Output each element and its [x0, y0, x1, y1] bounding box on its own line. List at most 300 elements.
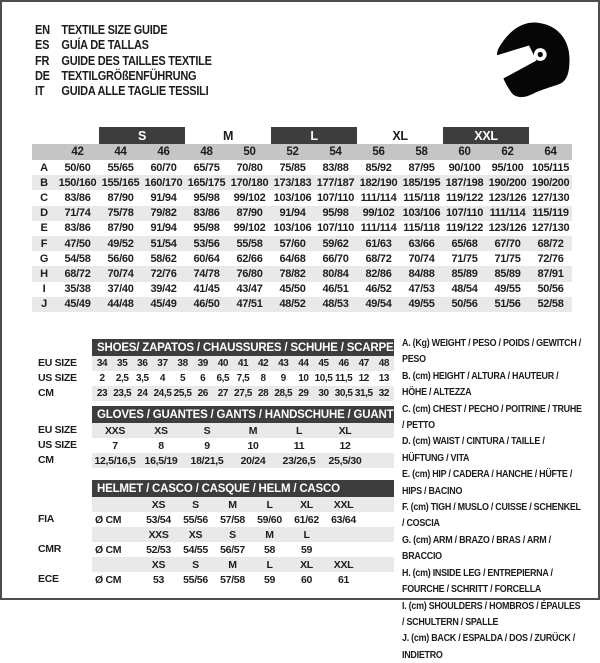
measure-value: 87/90 — [107, 222, 134, 235]
row-letter: C — [40, 191, 48, 204]
measure-value: 48/54 — [451, 283, 478, 296]
measure-value: 115/119 — [532, 207, 569, 220]
helmet-cmr-values-row-cell: 52/53 — [146, 543, 171, 556]
measure-value: 99/102 — [362, 207, 395, 220]
helmet-rows — [92, 497, 394, 587]
helmet-ece-sizes-row-cell: M — [228, 558, 237, 571]
gloves-sizes-row — [92, 423, 394, 438]
measure-value: 105/115 — [531, 161, 570, 174]
measure-value: 127/130 — [531, 222, 570, 235]
measure-value: 45/49 — [64, 298, 91, 311]
measure-value: 74/78 — [193, 267, 220, 280]
measure-value: 83/88 — [322, 161, 349, 174]
helmet-ece-sizes-row-cell: L — [266, 558, 273, 571]
measure-value: 65/68 — [451, 237, 478, 250]
row-letter: H — [40, 267, 48, 280]
measure-row-E — [32, 221, 572, 236]
lang-title: TEXTILE SIZE GUIDE — [61, 23, 168, 37]
measure-value: 190/200 — [488, 176, 527, 189]
helmet-ece-sizes-row-cell: S — [192, 558, 199, 571]
helmet-fia-sizes-row-cell: M — [228, 498, 237, 511]
measure-value: 95/98 — [193, 222, 220, 235]
shoes-cm-row-cell: 27 — [217, 388, 229, 399]
measure-value: 72/76 — [537, 252, 564, 265]
size-col-header: 42 — [71, 146, 84, 158]
shoes-us-row-cell: 10 — [298, 373, 309, 384]
row-letter: A — [40, 161, 48, 174]
measure-value: 103/106 — [402, 207, 441, 220]
helmet-ece-values-row-cell: 60 — [300, 573, 313, 586]
measure-value: 155/165 — [101, 176, 140, 189]
legend-item: E. (cm) HIP / CADERA / HANCHE / HÜFTE / HIPS / BACINO — [402, 468, 573, 497]
language-row — [35, 69, 281, 84]
measure-value: 91/94 — [150, 222, 177, 235]
shoes-us-row-cell: 7,5 — [236, 373, 250, 384]
measure-value: 54/58 — [64, 252, 91, 265]
measure-value: 99/102 — [233, 222, 266, 235]
helmet-ece-sizes-row-cell: XL — [300, 558, 313, 571]
shoes-cm-row-cell: 30 — [318, 388, 329, 399]
shoes-eu-row-cell: 37 — [157, 358, 168, 369]
lang-title: TEXTILGRÖßENFÜHRUNG — [61, 68, 197, 83]
helmet-cmr-label: CMR — [38, 543, 62, 555]
size-col-header: 46 — [157, 146, 170, 158]
measure-value: 55/65 — [107, 161, 134, 174]
measure-value: 119/122 — [445, 191, 484, 204]
measure-value: 87/91 — [537, 267, 564, 280]
helmet-cmr-sizes-row-cell: XS — [188, 528, 203, 541]
measure-value: 70/74 — [107, 267, 134, 280]
helmet-fia-values-row — [92, 512, 394, 527]
measure-value: 85/89 — [451, 267, 478, 280]
gloves-us-row-cell: 12 — [339, 439, 351, 452]
measure-value: 62/66 — [236, 252, 263, 265]
measure-value: 50/60 — [64, 161, 91, 174]
helmet-fia-values-row-cell: 59/60 — [257, 513, 282, 526]
measure-value: 107/110 — [316, 191, 355, 204]
measure-value: 58/62 — [150, 252, 177, 265]
measure-value: 63/66 — [408, 237, 435, 250]
helmet-fia-values-row-cell: 55/56 — [183, 513, 208, 526]
shoes-us-row-cell: 4 — [159, 373, 166, 384]
legend-item: I. (cm) SHOULDERS / HOMBROS / ÉPAULES / SCHULTERN / SPALLE — [402, 599, 581, 628]
shoes-us-row-cell: 2 — [99, 373, 105, 384]
textile-measure-rows — [32, 160, 572, 312]
gloves-sizes-row-cell: XL — [338, 424, 352, 437]
measure-value: 187/198 — [445, 176, 484, 189]
measure-value: 55/58 — [236, 237, 263, 250]
helmet-fia-values-row-cell: Ø CM — [95, 513, 122, 526]
measure-value: 70/80 — [236, 161, 263, 174]
gloves-sizes-row-cell: XS — [154, 424, 168, 437]
measure-value: 72/76 — [150, 267, 177, 280]
size-group-m: M — [222, 128, 234, 143]
size-group-xl: XL — [392, 128, 408, 143]
measure-value: 185/195 — [402, 176, 441, 189]
measure-value: 68/72 — [365, 252, 392, 265]
helmet-cmr-values-row-cell: 56/57 — [220, 543, 245, 556]
helmet-cmr-sizes-row — [92, 527, 394, 542]
measure-value: 46/51 — [322, 283, 349, 296]
measure-value: 91/94 — [150, 191, 177, 204]
shoes-size-table — [92, 339, 394, 401]
row-letter: I — [42, 283, 46, 296]
measure-value: 111/114 — [360, 222, 397, 235]
measure-value: 150/160 — [58, 176, 97, 189]
legend-item: F. (cm) TIGH / MUSLO / CUISSE / SCHENKEL / COSCIA — [402, 501, 581, 530]
measure-value: 87/95 — [408, 161, 435, 174]
size-col-header: 62 — [501, 146, 514, 158]
shoes-us-size-label: US SIZE — [38, 372, 77, 384]
size-col-header: 64 — [544, 146, 557, 158]
size-group-l: L — [271, 127, 357, 144]
helmet-cmr-sizes-row-cell: M — [265, 528, 274, 541]
measurement-legend — [402, 335, 582, 663]
shoes-cm-row-cell: 29 — [298, 388, 309, 399]
measure-value: 49/55 — [408, 298, 435, 311]
gloves-table-header: GLOVES / GUANTES / GANTS / HANDSCHUHE / GUANTI — [92, 406, 394, 423]
helmet-ece-label: ECE — [38, 573, 59, 585]
helmet-ece-values-row-cell: 59 — [263, 573, 276, 586]
measure-row-F — [32, 236, 572, 251]
shoes-cm-row-cell: 23,5 — [113, 388, 132, 399]
size-col-header: 58 — [415, 146, 428, 158]
measure-value: 115/118 — [403, 191, 440, 204]
measure-value: 111/114 — [489, 207, 526, 220]
measure-value: 51/56 — [494, 298, 521, 311]
helmet-cmr-values-row — [92, 542, 394, 557]
measure-value: 37/40 — [107, 283, 134, 296]
shoes-rows — [92, 356, 394, 401]
measure-row-I — [32, 282, 572, 297]
lang-title: GUÍA DE TALLAS — [61, 38, 149, 53]
measure-value: 115/118 — [403, 222, 440, 235]
lang-code: EN — [35, 23, 50, 37]
shoes-eu-row-cell: 35 — [117, 358, 128, 369]
helmet-ece-values-row-cell: 55/56 — [183, 573, 208, 586]
helmet-cmr-values-row-cell: 54/55 — [183, 543, 208, 556]
shoes-us-row-cell: 13 — [378, 373, 390, 384]
helmet-fia-sizes-row-cell: S — [192, 498, 199, 511]
language-row — [35, 84, 281, 99]
measure-value: 103/106 — [273, 222, 312, 235]
lang-title: GUIDA ALLE TAGLIE TESSILI — [61, 84, 209, 99]
shoes-cm-row-cell: 23 — [96, 388, 108, 399]
legend-item: C. (cm) CHEST / PECHO / POITRINE / TRUHE / PETTO — [402, 402, 582, 432]
shoes-cm-row-cell: 26 — [197, 388, 208, 399]
helmet-size-table — [92, 480, 394, 587]
gloves-cm-label: CM — [38, 454, 54, 466]
measure-value: 123/126 — [488, 222, 527, 235]
measure-value: 71/75 — [451, 252, 478, 265]
shoes-eu-row-cell: 43 — [278, 358, 289, 369]
shoes-us-row-cell: 10,5 — [314, 373, 333, 384]
measure-value: 85/89 — [494, 267, 521, 280]
measure-value: 127/130 — [531, 191, 570, 204]
measure-row-A — [32, 160, 572, 175]
helmet-cmr-values-row-cell: Ø CM — [95, 543, 122, 556]
size-col-header: 44 — [114, 146, 127, 158]
gloves-us-row-cell: 7 — [112, 439, 118, 452]
language-row — [35, 23, 281, 38]
measure-row-B — [32, 175, 572, 190]
measure-value: 123/126 — [488, 191, 527, 204]
language-row — [35, 54, 281, 69]
helmet-fia-label: FIA — [38, 513, 55, 525]
shoes-cm-row — [92, 386, 394, 401]
measure-value: 41/45 — [193, 283, 220, 296]
gloves-us-size-label: US SIZE — [38, 439, 77, 451]
measure-value: 50/56 — [451, 298, 478, 311]
shoes-cm-row-cell: 31,5 — [354, 388, 373, 399]
shoes-cm-row-cell: 32 — [378, 388, 390, 399]
shoes-eu-row-cell: 38 — [177, 358, 188, 369]
measure-value: 85/92 — [365, 161, 392, 174]
gloves-cm-row-cell: 20/24 — [240, 454, 266, 467]
shoes-eu-size-label: EU SIZE — [38, 357, 77, 369]
shoes-cm-label: CM — [38, 387, 54, 399]
gloves-sizes-row-cell: S — [203, 424, 211, 437]
measure-value: 46/50 — [193, 298, 220, 311]
size-col-header: 54 — [329, 146, 342, 158]
measure-value: 47/50 — [64, 237, 91, 250]
language-title-list — [35, 23, 281, 99]
measure-value: 83/86 — [193, 207, 220, 220]
legend-item: G. (cm) ARM / BRAZO / BRAS / ARM / BRACCIO — [402, 533, 551, 563]
measure-value: 48/52 — [279, 298, 306, 311]
shoes-eu-row-cell: 36 — [137, 358, 148, 369]
shoes-us-row-cell: 2,5 — [115, 373, 129, 384]
helmet-fia-sizes-row — [92, 497, 394, 512]
helmet-ece-values-row-cell: Ø CM — [95, 573, 122, 586]
helmet-cmr-values-row-cell: 58 — [263, 543, 276, 556]
gloves-eu-size-label: EU SIZE — [38, 424, 77, 436]
helmet-cmr-sizes-row-cell: S — [229, 528, 236, 541]
helmet-fia-values-row-cell: 53/54 — [146, 513, 171, 526]
shoes-us-row-cell: 12 — [358, 373, 369, 384]
measure-value: 82/86 — [365, 267, 392, 280]
measure-value: 99/102 — [233, 191, 266, 204]
lang-code: IT — [35, 84, 45, 99]
row-letter: E — [40, 222, 48, 235]
row-letter: J — [41, 298, 47, 311]
size-group-header-row — [32, 127, 572, 144]
gloves-us-row-cell: 9 — [204, 439, 210, 452]
gloves-us-row-cell: 11 — [293, 439, 305, 452]
measure-value: 56/60 — [107, 252, 134, 265]
helmet-ece-values-row-cell: 57/58 — [220, 573, 245, 586]
measure-value: 87/90 — [236, 207, 263, 220]
measure-value: 80/84 — [322, 267, 349, 280]
helmet-table-header: HELMET / CASCO / CASQUE / HELM / CASCO — [92, 480, 394, 497]
measure-value: 49/55 — [494, 283, 521, 296]
shoes-cm-row-cell: 24 — [137, 388, 148, 399]
helmet-fia-sizes-row-cell: XS — [151, 498, 166, 511]
legend-item: B. (cm) HEIGHT / ALTURA / HAUTEUR / HÖHE / ALTEZZA — [402, 369, 559, 399]
measure-value: 95/98 — [193, 191, 220, 204]
measure-value: 75/78 — [107, 207, 134, 220]
helmet-ece-sizes-row — [92, 557, 394, 572]
measure-value: 47/51 — [236, 298, 263, 311]
helmet-fia-sizes-row-cell: XL — [300, 498, 313, 511]
lang-title: GUIDE DES TAILLES TEXTILE — [61, 53, 212, 68]
measure-value: 45/49 — [150, 298, 177, 311]
helmet-fia-values-row-cell: 61/62 — [294, 513, 319, 526]
measure-value: 170/180 — [230, 176, 269, 189]
shoes-cm-row-cell: 28,5 — [274, 388, 293, 399]
measure-value: 51/54 — [150, 237, 177, 250]
measure-value: 39/42 — [150, 283, 177, 296]
helmet-ece-values-row-cell: 53 — [152, 573, 165, 586]
shoes-eu-row-cell: 42 — [257, 358, 269, 369]
measure-value: 119/122 — [445, 222, 484, 235]
measure-value: 165/175 — [187, 176, 226, 189]
measure-row-H — [32, 266, 572, 281]
gloves-sizes-row-cell: M — [248, 424, 258, 437]
size-col-header: 56 — [372, 146, 385, 158]
helmet-fia-sizes-row-cell: XXL — [333, 498, 354, 511]
measure-value: 66/70 — [322, 252, 349, 265]
measure-value: 45/50 — [279, 283, 306, 296]
measure-value: 35/38 — [64, 283, 91, 296]
shoes-eu-row-cell: 40 — [217, 358, 229, 369]
measure-value: 190/200 — [531, 176, 570, 189]
shoes-eu-row-cell: 39 — [197, 358, 208, 369]
shoes-eu-row-cell: 48 — [378, 358, 390, 369]
measure-value: 90/100 — [448, 161, 481, 174]
gloves-cm-row-cell: 18/21,5 — [190, 454, 224, 467]
measure-value: 60/64 — [193, 252, 220, 265]
row-letter: D — [40, 207, 48, 220]
measure-value: 75/85 — [279, 161, 306, 174]
lang-code: DE — [35, 68, 50, 83]
helmet-cmr-sizes-row-cell: XXS — [148, 528, 169, 541]
shoes-cm-row-cell: 25,5 — [173, 388, 192, 399]
measure-value: 83/86 — [64, 191, 91, 204]
measure-value: 68/72 — [64, 267, 91, 280]
measure-value: 84/88 — [408, 267, 435, 280]
measure-value: 71/75 — [494, 252, 521, 265]
measure-value: 61/63 — [365, 237, 392, 250]
measure-value: 65/75 — [193, 161, 220, 174]
shoes-eu-row-cell: 34 — [96, 358, 108, 369]
shoes-us-row-cell: 6,5 — [216, 373, 230, 384]
gloves-size-table — [92, 406, 397, 468]
gloves-cm-row-cell: 12,5/16,5 — [94, 454, 136, 467]
measure-value: 91/94 — [279, 207, 306, 220]
measure-value: 70/74 — [408, 252, 435, 265]
row-letter: F — [40, 237, 48, 250]
shoes-us-row-cell: 9 — [280, 373, 286, 384]
size-col-header: 48 — [200, 146, 213, 158]
shoes-eu-row-cell: 45 — [318, 358, 329, 369]
shoes-us-row — [92, 371, 394, 386]
measure-value: 71/74 — [64, 207, 91, 220]
measure-value: 160/170 — [144, 176, 183, 189]
shoes-us-row-cell: 8 — [260, 373, 266, 384]
gloves-cm-row — [92, 453, 394, 468]
shoes-eu-row-cell: 46 — [338, 358, 349, 369]
shoes-cm-row-cell: 27,5 — [234, 388, 252, 399]
measure-value: 49/52 — [107, 237, 134, 250]
textile-size-table — [32, 127, 572, 312]
measure-value: 103/106 — [273, 191, 312, 204]
gloves-sizes-row-cell: XXS — [104, 424, 126, 437]
gloves-cm-row-cell: 23/26,5 — [282, 454, 316, 467]
shoes-cm-row-cell: 28 — [257, 388, 269, 399]
measure-value: 53/56 — [193, 237, 220, 250]
shoes-us-row-cell: 3,5 — [135, 373, 149, 384]
lang-code: FR — [35, 53, 50, 68]
measure-value: 67/70 — [494, 237, 521, 250]
shoes-us-row-cell: 11,5 — [335, 373, 353, 384]
size-number-row — [32, 144, 572, 160]
gloves-rows — [92, 423, 394, 468]
measure-value: 43/47 — [236, 283, 263, 296]
measure-value: 177/187 — [316, 176, 355, 189]
measure-value: 49/54 — [365, 298, 392, 311]
measure-value: 182/190 — [359, 176, 398, 189]
helmet-fia-sizes-row-cell: L — [266, 498, 273, 511]
shoes-eu-row-cell: 47 — [358, 358, 369, 369]
measure-value: 60/70 — [150, 161, 177, 174]
shoes-cm-row-cell: 30,5 — [334, 388, 353, 399]
measure-value: 76/80 — [236, 267, 263, 280]
language-row — [35, 38, 281, 53]
measure-value: 48/53 — [322, 298, 349, 311]
measure-value: 107/110 — [445, 207, 484, 220]
measure-value: 64/68 — [279, 252, 306, 265]
size-col-header: 60 — [458, 146, 471, 158]
row-letter: G — [39, 252, 49, 265]
helmet-cmr-sizes-row-cell: L — [303, 528, 310, 541]
size-col-header: 50 — [243, 146, 256, 158]
gloves-us-row-cell: 10 — [247, 439, 259, 452]
helmet-cmr-values-row-cell: 59 — [300, 543, 313, 556]
helmet-ece-values-row-cell: 61 — [337, 573, 350, 586]
shoes-eu-row-cell: 44 — [298, 358, 309, 369]
measure-value: 173/183 — [273, 176, 312, 189]
gloves-sizes-row-cell: L — [295, 424, 303, 437]
helmet-ece-sizes-row-cell: XS — [151, 558, 166, 571]
legend-item: J. (cm) BACK / ESPALDA / DOS / ZURÜCK / INDIETRO — [402, 632, 576, 661]
racing-helmet-icon — [484, 15, 574, 109]
helmet-fia-values-row-cell: 57/58 — [220, 513, 245, 526]
shoes-eu-row — [92, 356, 394, 371]
gloves-cm-row-cell: 25,5/30 — [328, 454, 362, 467]
shoes-cm-row-cell: 24,5 — [153, 388, 172, 399]
shoes-eu-row-cell: 41 — [237, 358, 249, 369]
measure-value: 59/62 — [322, 237, 349, 250]
measure-row-G — [32, 251, 572, 266]
legend-item: A. (Kg) WEIGHT / PESO / POIDS / GEWITCH / PESO — [402, 337, 581, 366]
gloves-cm-row-cell: 16,5/19 — [144, 454, 178, 467]
shoes-us-row-cell: 6 — [200, 373, 206, 384]
lang-code: ES — [35, 38, 50, 53]
legend-item: H. (cm) INSIDE LEG / ENTREPIERNA / FOURCHE / SCHRITT / FORCELLA — [402, 566, 553, 596]
measure-value: 95/100 — [491, 161, 524, 174]
helmet-ece-sizes-row-cell: XXL — [333, 558, 354, 571]
measure-value: 78/82 — [279, 267, 306, 280]
measure-value: 50/56 — [537, 283, 564, 296]
measure-value: 47/53 — [408, 283, 435, 296]
measure-value: 46/52 — [365, 283, 392, 296]
measure-value: 83/86 — [64, 222, 91, 235]
measure-row-J — [32, 297, 572, 312]
measure-value: 44/48 — [107, 298, 134, 311]
measure-value: 87/90 — [107, 191, 134, 204]
helmet-ece-values-row — [92, 572, 394, 587]
